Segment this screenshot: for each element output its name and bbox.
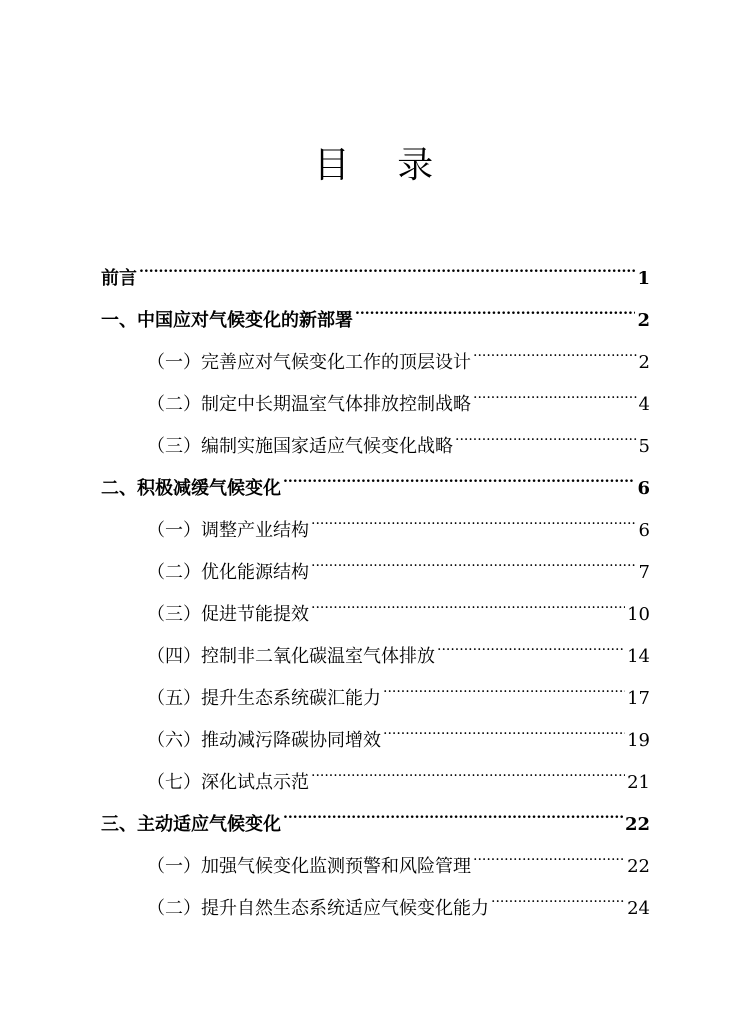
toc-entry-page: 2 bbox=[637, 310, 650, 331]
toc-entry-page: 10 bbox=[627, 604, 650, 625]
dot-leader bbox=[311, 494, 637, 536]
toc-entry-page: 17 bbox=[627, 688, 650, 709]
toc-entry-page: 21 bbox=[627, 772, 650, 793]
toc-entry-label: （一）完善应对气候变化工作的顶层设计 bbox=[147, 352, 471, 373]
toc-entry-label: 前言 bbox=[101, 268, 137, 289]
dot-leader bbox=[311, 578, 625, 620]
page-title: 目 录 bbox=[313, 145, 452, 186]
toc-entry-page: 7 bbox=[638, 562, 650, 583]
toc-entry-page: 14 bbox=[627, 646, 650, 667]
dot-leader bbox=[455, 410, 637, 452]
toc-entry-page: 6 bbox=[637, 478, 650, 499]
toc-entry[interactable] bbox=[101, 284, 650, 331]
dot-leader bbox=[311, 746, 625, 788]
dot-leader bbox=[139, 242, 635, 284]
dot-leader bbox=[473, 830, 625, 872]
toc-entry[interactable] bbox=[101, 242, 650, 289]
toc-entry-label: （二）提升自然生态系统适应气候变化能力 bbox=[147, 898, 489, 919]
dot-leader bbox=[283, 452, 635, 494]
toc-entry-label: （七）深化试点示范 bbox=[147, 772, 309, 793]
dot-leader bbox=[311, 536, 637, 578]
dot-leader bbox=[473, 368, 637, 410]
toc-entry-page: 5 bbox=[638, 436, 650, 457]
dot-leader bbox=[383, 704, 625, 746]
toc-entry-page: 1 bbox=[637, 268, 650, 289]
toc-entry-page: 24 bbox=[627, 898, 650, 919]
dot-leader bbox=[437, 620, 625, 662]
table-of-contents bbox=[101, 242, 650, 919]
toc-entry-label: （六）推动减污降碳协同增效 bbox=[147, 730, 381, 751]
toc-entry-label: （二）优化能源结构 bbox=[147, 562, 309, 583]
toc-entry-page: 22 bbox=[624, 814, 650, 835]
toc-entry-label: （三）编制实施国家适应气候变化战略 bbox=[147, 436, 453, 457]
toc-entry-page: 19 bbox=[627, 730, 650, 751]
toc-entry-label: （一）调整产业结构 bbox=[147, 520, 309, 541]
toc-entry-page: 4 bbox=[638, 394, 650, 415]
toc-entry-label: 二、积极减缓气候变化 bbox=[101, 478, 281, 499]
toc-entry-label: 一、中国应对气候变化的新部署 bbox=[101, 310, 353, 331]
dot-leader bbox=[491, 872, 625, 914]
toc-entry-label: 三、主动适应气候变化 bbox=[101, 814, 281, 835]
toc-entry-page: 2 bbox=[638, 352, 650, 373]
toc-entry-label: （四）控制非二氧化碳温室气体排放 bbox=[147, 646, 435, 667]
toc-entry-label: （二）制定中长期温室气体排放控制战略 bbox=[147, 394, 471, 415]
toc-entry-label: （一）加强气候变化监测预警和风险管理 bbox=[147, 856, 471, 877]
toc-entry-label: （三）促进节能提效 bbox=[147, 604, 309, 625]
dot-leader bbox=[473, 326, 637, 368]
dot-leader bbox=[383, 662, 625, 704]
toc-entry-page: 22 bbox=[627, 856, 650, 877]
dot-leader bbox=[283, 788, 623, 830]
toc-entry-label: （五）提升生态系统碳汇能力 bbox=[147, 688, 381, 709]
toc-entry-page: 6 bbox=[638, 520, 650, 541]
dot-leader bbox=[355, 284, 635, 326]
